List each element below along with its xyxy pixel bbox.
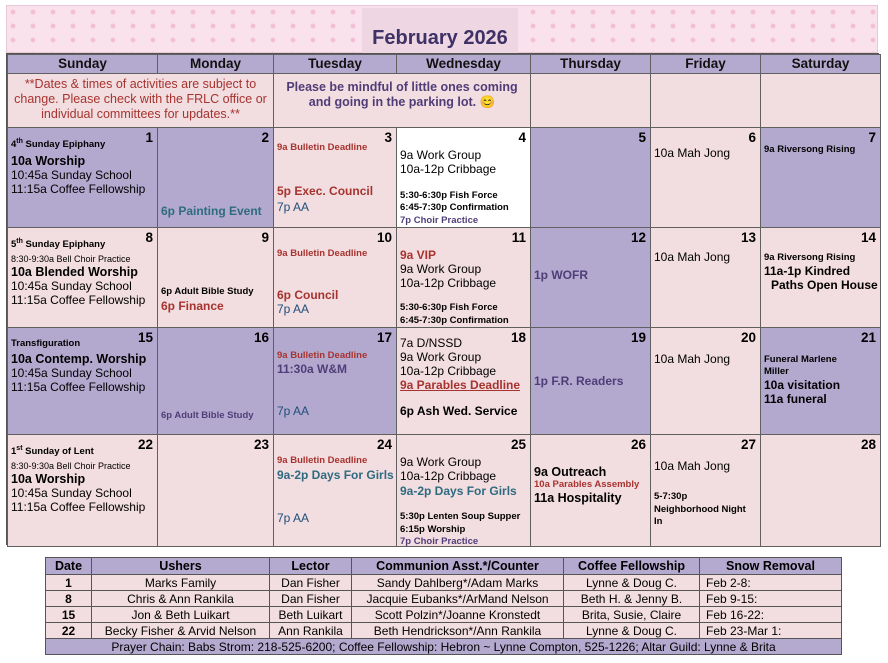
col-header-coffee: Coffee Fellowship: [564, 558, 700, 575]
cell-snow: Feb 23-Mar 1:: [700, 623, 842, 639]
empty-cell: [531, 74, 651, 128]
cell-date: 1: [46, 575, 92, 591]
event: 9a Riversong Rising: [764, 252, 856, 263]
event: 6:15p Worship: [400, 524, 466, 535]
disclaimer-text: **Dates & times of activities are subject to change. Please check with the FRLC office or individual committees for updates.**: [14, 77, 267, 121]
day-cell-20: [651, 328, 761, 435]
day-number: 7: [868, 130, 876, 145]
event: 6p Finance: [161, 299, 224, 313]
day-number: 9: [261, 230, 269, 245]
day-header-sunday: Sunday: [8, 55, 158, 74]
event: 10a visitation: [764, 378, 841, 392]
day-cell-4: [397, 128, 531, 228]
event: 8:30-9:30a Bell Choir Practice: [11, 254, 131, 264]
cell-lector: Dan Fisher: [270, 575, 352, 591]
day-number: 10: [376, 230, 392, 245]
day-number: 23: [253, 437, 269, 452]
day-header-monday: Monday: [158, 55, 274, 74]
day-number: 27: [740, 437, 756, 452]
col-header-lector: Lector: [270, 558, 352, 575]
cell-coffee: Lynne & Doug C.: [564, 623, 700, 639]
day-number: 26: [630, 437, 646, 452]
day-number: 1: [145, 130, 153, 145]
empty-cell: [761, 74, 881, 128]
event: 11a-1p Kindred: [764, 264, 851, 278]
cell-date: 8: [46, 591, 92, 607]
event: 11:15a Coffee Fellowship: [11, 293, 146, 307]
cell-ushers: Jon & Beth Luikart: [92, 607, 270, 623]
event: 10a Mah Jong: [654, 352, 731, 366]
cell-coffee: Brita, Susie, Claire: [564, 607, 700, 623]
cell-ushers: Marks Family: [92, 575, 270, 591]
day-cell-16: [158, 328, 274, 435]
col-header-snow: Snow Removal: [700, 558, 842, 575]
liturgical-day-ordinal: 4: [11, 139, 17, 151]
cell-snow: Feb 2-8:: [700, 575, 842, 591]
calendar: [6, 53, 879, 545]
col-header-ushers: Ushers: [92, 558, 270, 575]
event: 9a Work Group: [400, 350, 482, 364]
day-cell-9: [158, 228, 274, 328]
event: 6:45-7:30p Confirmation: [400, 202, 509, 213]
event: 10a Worship: [11, 154, 86, 168]
day-cell-13: [651, 228, 761, 328]
day-cell-7: [761, 128, 881, 228]
event: 8:30-9:30a Bell Choir Practice: [11, 461, 131, 471]
volunteer-schedule: [45, 557, 841, 655]
liturgical-day-ordinal: 5: [11, 239, 17, 251]
day-number: 21: [860, 330, 876, 345]
event: 9a Outreach: [534, 465, 607, 479]
event: 10a Mah Jong: [654, 146, 731, 160]
day-number: 2: [261, 130, 269, 145]
day-cell-21: [761, 328, 881, 435]
page-title: February 2026: [362, 8, 518, 53]
event: Paths Open House: [771, 278, 878, 292]
event: 1p WOFR: [534, 268, 588, 282]
event: 10:45a Sunday School: [11, 366, 132, 380]
day-cell-12: [531, 228, 651, 328]
event: 11:30a W&M: [277, 362, 348, 376]
cell-coffee: Beth H. & Jenny B.: [564, 591, 700, 607]
event: 10a Mah Jong: [654, 459, 731, 473]
event: 11:15a Coffee Fellowship: [11, 182, 146, 196]
day-cell-14: [761, 228, 881, 328]
day-cell-2: [158, 128, 274, 228]
event: 10a Contemp. Worship: [11, 352, 147, 366]
day-cell-3: [274, 128, 397, 228]
day-cell-1: [8, 128, 158, 228]
table-row: [46, 591, 842, 607]
day-cell-26: [531, 435, 651, 547]
cell-coffee: Lynne & Doug C.: [564, 575, 700, 591]
day-header-wednesday: Wednesday: [397, 55, 531, 74]
event: 6p Council: [277, 288, 339, 302]
liturgical-day-ordinal: 1: [11, 446, 17, 458]
day-number: 4: [518, 130, 526, 145]
day-header-tuesday: Tuesday: [274, 55, 397, 74]
day-cell-6: [651, 128, 761, 228]
event: 6p Ash Wed. Service: [400, 404, 518, 418]
event: 7p AA: [277, 404, 310, 418]
event: 5:30-6:30p Fish Force: [400, 302, 498, 313]
event: 10a-12p Cribbage: [400, 162, 497, 176]
event: 11:15a Coffee Fellowship: [11, 500, 146, 514]
day-number: 18: [510, 330, 526, 345]
day-number: 3: [384, 130, 392, 145]
event: 10:45a Sunday School: [11, 168, 132, 182]
day-number: 22: [137, 437, 153, 452]
day-header-thursday: Thursday: [531, 55, 651, 74]
contact-footer: Prayer Chain: Babs Strom: 218-525-6200; Coffee Fellowship: Hebron ~ Lynne Compton, 525-1226; Altar Guild: Lynne & Brita: [46, 639, 842, 655]
liturgical-day-name: Sunday Epiphany: [22, 239, 106, 251]
event: 6p Adult Bible Study: [161, 410, 254, 421]
event: 10a Mah Jong: [654, 250, 731, 264]
cell-ushers: Chris & Ann Rankila: [92, 591, 270, 607]
event: 10a-12p Cribbage: [400, 469, 497, 483]
day-number: 28: [860, 437, 876, 452]
day-header-saturday: Saturday: [761, 55, 881, 74]
event: 9a-2p Days For Girls: [400, 484, 517, 498]
event: 5:30-6:30p Fish Force: [400, 190, 498, 201]
event: 9a Work Group: [400, 148, 482, 162]
day-number: 25: [510, 437, 526, 452]
table-row: [46, 623, 842, 639]
event: 1p F.R. Readers: [534, 374, 624, 388]
event: 6:45-7:30p Confirmation: [400, 315, 509, 326]
day-cell-18: [397, 328, 531, 435]
cell-communion: Sandy Dahlberg*/Adam Marks: [352, 575, 564, 591]
parking-note-text: Please be mindful of little ones coming and going in the parking lot. 😊: [286, 80, 518, 109]
cell-lector: Beth Luikart: [270, 607, 352, 623]
event: 7p AA: [277, 302, 310, 316]
cell-lector: Ann Rankila: [270, 623, 352, 639]
day-cell-28: [761, 435, 881, 547]
event: 9a Bulletin Deadline: [277, 142, 368, 153]
event: 11a funeral: [764, 392, 827, 406]
event: 5:30p Lenten Soup Supper: [400, 511, 521, 522]
day-number: 20: [740, 330, 756, 345]
event: 10a-12p Cribbage: [400, 276, 497, 290]
cell-communion: Jacquie Eubanks*/ArMand Nelson: [352, 591, 564, 607]
cell-date: 15: [46, 607, 92, 623]
event: 10a Parables Assembly: [534, 479, 640, 490]
day-number: 19: [630, 330, 646, 345]
day-cell-11: [397, 228, 531, 328]
event: 9a Bulletin Deadline: [277, 455, 368, 466]
event: 10a Blended Worship: [11, 265, 138, 279]
liturgical-day-suffix: st: [16, 445, 23, 452]
event: 6p Adult Bible Study: [161, 286, 254, 297]
event: 9a Parables Deadline: [400, 378, 521, 392]
event: 9a-2p Days For Girls: [277, 468, 394, 482]
day-header-friday: Friday: [651, 55, 761, 74]
event: 7p Choir Practice: [400, 215, 479, 226]
cell-communion: Beth Hendrickson*/Ann Rankila: [352, 623, 564, 639]
dates-disclaimer-note: [8, 74, 274, 128]
event: 9a VIP: [400, 248, 437, 262]
event: Neighborhood Night: [654, 504, 746, 515]
cell-snow: Feb 16-22:: [700, 607, 842, 623]
day-number: 8: [145, 230, 153, 245]
day-cell-23: [158, 435, 274, 547]
cell-date: 22: [46, 623, 92, 639]
cell-snow: Feb 9-15:: [700, 591, 842, 607]
event: 7p Choir Practice: [400, 536, 479, 547]
day-number: 24: [376, 437, 392, 452]
day-number: 15: [137, 330, 153, 345]
day-cell-24: [274, 435, 397, 547]
event: 7p AA: [277, 511, 310, 525]
liturgical-day: Transfiguration: [11, 338, 81, 349]
cell-communion: Scott Polzin*/Joanne Kronstedt: [352, 607, 564, 623]
event: Funeral Marlene: [764, 354, 837, 365]
day-number: 16: [253, 330, 269, 345]
event: 6p Painting Event: [161, 204, 262, 218]
col-header-communion: Communion Asst.*/Counter: [352, 558, 564, 575]
cell-ushers: Becky Fisher & Arvid Nelson: [92, 623, 270, 639]
col-header-date: Date: [46, 558, 92, 575]
parking-lot-note: [274, 74, 531, 128]
day-number: 12: [630, 230, 646, 245]
liturgical-day: [11, 238, 105, 250]
event: 9a Work Group: [400, 262, 482, 276]
event: 10:45a Sunday School: [11, 486, 132, 500]
day-cell-15: [8, 328, 158, 435]
event: 10:45a Sunday School: [11, 279, 132, 293]
empty-cell: [651, 74, 761, 128]
day-cell-22: [8, 435, 158, 547]
day-number: 17: [376, 330, 392, 345]
event: 5-7:30p: [654, 491, 688, 502]
event: 11a Hospitality: [534, 491, 622, 505]
day-number: 14: [860, 230, 876, 245]
day-cell-8: [8, 228, 158, 328]
event: 9a Bulletin Deadline: [277, 350, 368, 361]
event: 11:15a Coffee Fellowship: [11, 380, 146, 394]
liturgical-day-suffix: th: [16, 238, 23, 245]
table-row: [46, 575, 842, 591]
event: 10a Worship: [11, 472, 86, 486]
event: 5p Exec. Council: [277, 184, 374, 198]
liturgical-day: [11, 445, 94, 457]
day-cell-19: [531, 328, 651, 435]
day-number: 6: [748, 130, 756, 145]
day-cell-10: [274, 228, 397, 328]
liturgical-day-suffix: th: [16, 138, 23, 145]
event: 7p AA: [277, 200, 310, 214]
event: Miller: [764, 366, 789, 377]
day-cell-17: [274, 328, 397, 435]
liturgical-day: [11, 138, 105, 150]
liturgical-day-name: Sunday of Lent: [22, 446, 94, 458]
event: 9a Work Group: [400, 455, 482, 469]
event: 9a Riversong Rising: [764, 144, 856, 155]
day-number: 11: [511, 230, 526, 245]
cell-lector: Dan Fisher: [270, 591, 352, 607]
event: 9a Bulletin Deadline: [277, 248, 368, 259]
day-cell-25: [397, 435, 531, 547]
day-cell-5: [531, 128, 651, 228]
table-row: [46, 607, 842, 623]
event: 10a-12p Cribbage: [400, 364, 497, 378]
day-number: 5: [638, 130, 646, 145]
day-number: 13: [740, 230, 756, 245]
event: In: [654, 516, 663, 527]
day-cell-27: [651, 435, 761, 547]
event: 7a D/NSSD: [400, 336, 463, 350]
liturgical-day-name: Sunday Epiphany: [22, 139, 106, 151]
